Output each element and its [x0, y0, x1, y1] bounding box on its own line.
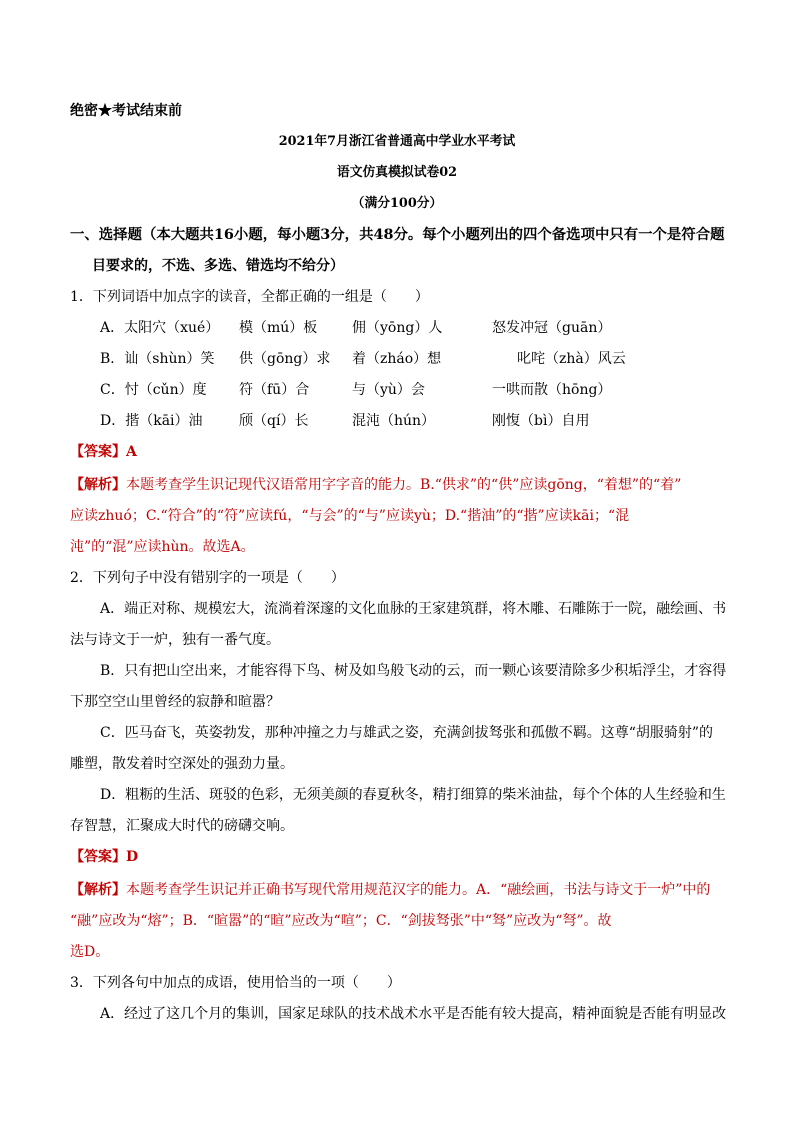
q1-analysis-line3: 沌”的“混”应读hùn。故选A。 [70, 539, 255, 555]
analysis-text: 本题考查学生识记现代汉语常用字字音的能力。B.“供求”的“供”应读gōng，“着想”的“着” [126, 477, 682, 493]
q1-option-b-word2: 供（gōng）求 [239, 351, 331, 367]
q2-option-a: A．端正对称、规模宏大，流淌着深邃的文化血脉的王家建筑群，将木雕、石雕陈于一院，融绘画、书 [100, 601, 727, 617]
analysis-tag: 【解析】 [70, 477, 126, 493]
q2-option-a-cont: 法与诗文于一炉，独有一番气度。 [70, 632, 280, 648]
exam-title: 2021年7月浙江省普通高中学业水平考试 [278, 134, 516, 149]
q2-option-c: C．匹马奋飞，英姿勃发，那种冲撞之力与雄武之姿，充满剑拔驽张和孤傲不羁。这尊“胡服骑射”的 [100, 725, 714, 741]
q1-option-c-word3: 与（yù）会 [352, 382, 425, 398]
q2-option-b: B．只有把山空出来，才能容得下鸟、树及如鸟般飞动的云，而一颗心该要清除多少积垢浮尘，才容得 [100, 663, 727, 679]
q1-answer: 【答案】A [70, 444, 137, 460]
q2-option-c-cont: 雕塑，散发着时空深处的强劲力量。 [70, 756, 294, 772]
q1-analysis-line2: 应读zhuó；C.“符合”的“符”应读fú，“与会”的“与”应读yù；D.“揩油”的“揩”应读kāi；“混 [70, 508, 630, 524]
q1-option-a-word2: 模（mú）板 [239, 320, 318, 336]
q1-option-c-word2: 符（fū）合 [239, 382, 310, 398]
q2-option-d-cont: 存智慧，汇聚成大时代的磅礴交响。 [70, 818, 294, 834]
analysis-tag: 【解析】 [70, 882, 126, 898]
q2-option-b-cont: 下那空空山里曾经的寂静和暄嚣？ [70, 694, 280, 710]
q1-option-c: C．忖（cǔn）度 [100, 382, 207, 398]
q2-option-d: D．粗粝的生活、斑驳的色彩，无须美颜的春夏秋冬，精打细算的柴米油盐，每个个体的人生经验和生 [100, 787, 726, 803]
q1-option-b: B．讪（shùn）笑 [100, 351, 215, 367]
q1-option-d-word3: 混沌（hún） [352, 413, 436, 429]
question-3-stem: 3．下列各句中加点的成语，使用恰当的一项（ ） [70, 975, 401, 991]
question-1-stem: 1．下列词语中加点字的读音，全都正确的一组是（ ） [70, 289, 429, 305]
q2-analysis [70, 880, 710, 900]
q1-option-a-word4: 怒发冲冠（guān） [492, 320, 612, 336]
analysis-text: 本题考查学生识记并正确书写现代常用规范汉字的能力。A．“融绘画，书法与诗文于一炉”中的 [126, 882, 711, 898]
section-heading-cont: 目要求的，不选、多选、错选均不给分） [92, 258, 344, 274]
confidential-mark: 绝密★考试结束前 [70, 103, 182, 119]
q2-analysis-line2: “融”应改为“熔”；B．“暄嚣”的“暄”应改为“喧”；C．“剑拔驽张”中“驽”应改为“弩”。故 [70, 913, 612, 929]
q2-analysis-line3: 选D。 [70, 944, 110, 960]
q1-option-d: D．揩（kāi）油 [100, 413, 203, 429]
q1-option-a: A．太阳穴（xué） [100, 320, 220, 336]
q1-option-b-word4: 叱咤（zhà）风云 [517, 351, 626, 367]
q3-option-a: A．经过了这几个月的集训，国家足球队的技术战术水平是否能有较大提高，精神面貌是否能有明显改 [100, 1006, 727, 1022]
question-2-stem: 2．下列句子中没有错别字的一项是（ ） [70, 570, 345, 586]
q1-option-a-word3: 佣（yōng）人 [352, 320, 443, 336]
q1-analysis [70, 475, 681, 495]
exam-subtitle: 语文仿真模拟试卷02 [336, 165, 458, 180]
q1-option-c-word4: 一哄而散（hōng） [492, 382, 612, 398]
q2-answer: 【答案】D [70, 849, 139, 865]
q1-option-b-word3: 着（zháo）想 [352, 351, 442, 367]
q1-option-d-word2: 颀（qí）长 [239, 413, 309, 429]
section-heading: 一、选择题（本大题共16小题，每小题3分，共48分。每个小题列出的四个备选项中只有一个是符合题 [70, 226, 725, 243]
full-score: （满分100分） [351, 196, 443, 211]
q1-option-d-word4: 刚愎（bì）自用 [492, 413, 590, 429]
